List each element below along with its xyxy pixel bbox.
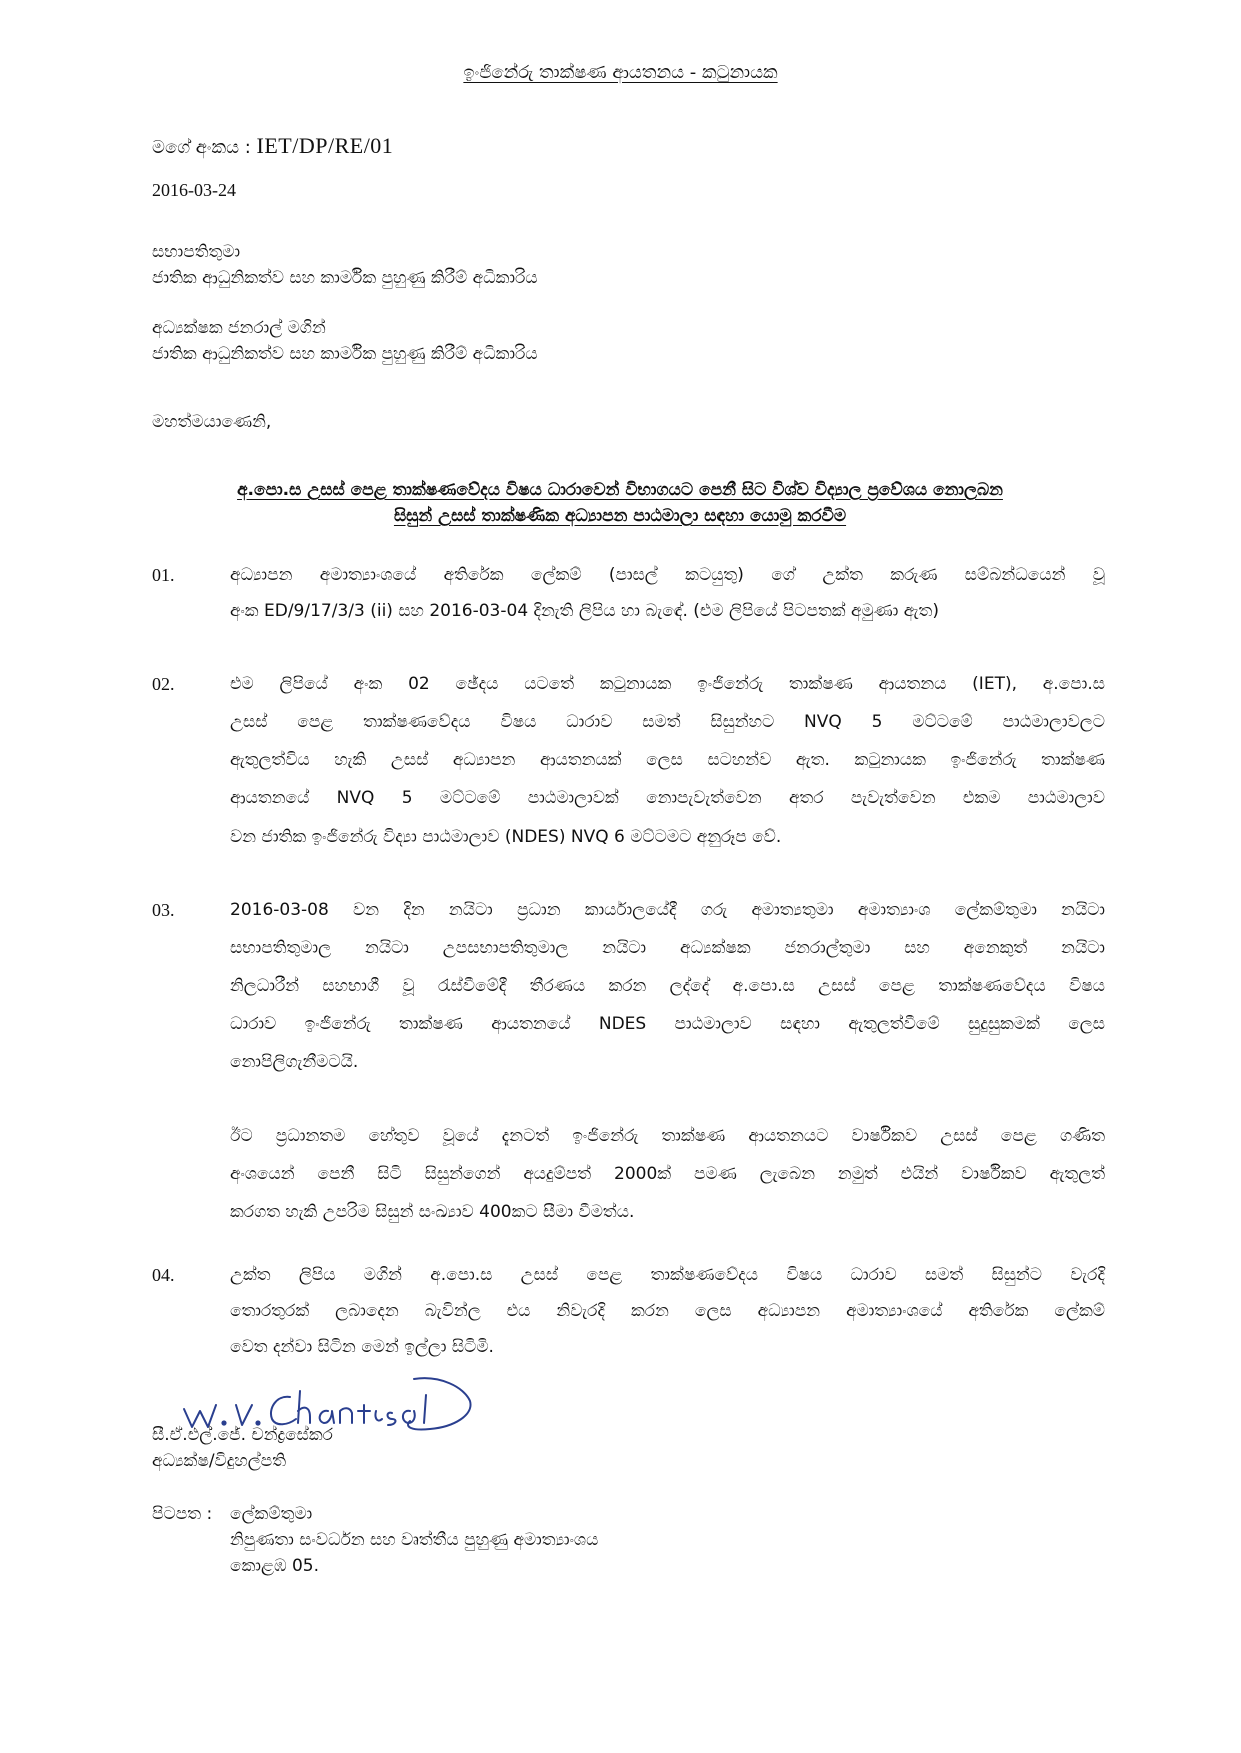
paragraph-line: අංශයෙන් පෙනී සිටි සිසුන්ගෙන් අයදුම්පත් 2000ක් පමණ ලැබෙන නමුත් එයින් වාර්ෂිකව ඇතුලත් bbox=[230, 1164, 1105, 1184]
letterhead-title: ඉංජිනේරු තාක්ෂණ ආයතනය - කටුනායක bbox=[463, 62, 778, 83]
paragraph-line: උක්ත ලිපිය මගින් අ.පො.ස උසස් පෙළ තාක්ෂණවේදය විෂය ධාරාව සමත් සිසුන්ට වැරදි bbox=[230, 1265, 1105, 1285]
copy-to-line-3: කොළඹ 05. bbox=[230, 1556, 319, 1576]
paragraph-line: තොරතුරක් ලබාදෙන බැවින්ල එය නිවැරදි කරන ලෙස අධ්‍යාපන අමාත්‍යාංශයේ අතිරේක ලේකම් bbox=[230, 1301, 1105, 1321]
signatory-title: අධ්‍යක්ෂ/විදුහල්පති bbox=[152, 1451, 286, 1471]
recipient-line-4: ජාතික ආධුනිකත්ව සහ කාර්මික පුහුණු කිරීම් අධිකාරිය bbox=[152, 344, 538, 364]
paragraph-line: අංක ED/9/17/3/3 (ii) සහ 2016-03-04 දිනැති ලිපිය හා බැඳේ. (එම ලිපියේ පිටපතක් අමුණා ඇත) bbox=[230, 601, 939, 621]
reference-label: මගේ අංකය : bbox=[152, 137, 251, 158]
copy-to-label: පිටපත : bbox=[152, 1504, 213, 1524]
paragraph-line: වන ජාතික ඉංජිනේරු විද්‍යා පාඨමාලාව (NDES) NVQ 6 මට්ටමට අනුරූප වේ. bbox=[230, 827, 782, 847]
paragraph-line: 2016-03-08 වන දින නයිටා ප්‍රධාන කාර්යාලයේදී ගරු අමාත්‍යතුමා අමාත්‍යාංශ ලේකම්තුමා නයිටා bbox=[230, 900, 1105, 920]
paragraph-line: නොපිලිගැනීමටයි. bbox=[230, 1052, 359, 1072]
reference-number bbox=[152, 133, 393, 159]
paragraph-number: 04. bbox=[152, 1265, 175, 1285]
recipient-line-2: ජාතික ආධුනිකත්ව සහ කාර්මික පුහුණු කිරීම් අධිකාරිය bbox=[152, 268, 538, 288]
paragraph-line: ආයතනයේ NVQ 5 මට්ටමේ පාඨමාලාවක් නොපැවැත්වෙන අතර පැවැත්වෙන එකම පාඨමාලාව bbox=[230, 788, 1105, 808]
copy-to-line-1: ලේකම්තුමා bbox=[230, 1504, 313, 1524]
paragraph-line: කරගත හැකි උපරිම සිසුන් සංඛ්‍යාව 400කට සීමා වීමත්ය. bbox=[230, 1202, 635, 1222]
subject-line-1: අ.පො.ස උසස් පෙළ තාක්ෂණවේදය විෂය ධාරාවෙන් විභාගයට පෙනී සිට විශ්ව විද්‍යාල ප්‍රවේශය නොලබන bbox=[237, 480, 1003, 500]
paragraph-line: නිලධාරීන් සහභාගී වූ රැස්වීමේදී තීරණය කරන ලද්දේ අ.පො.ස උසස් පෙළ තාක්ෂණවේදය විෂය bbox=[230, 976, 1105, 996]
paragraph-line: උසස් පෙළ තාක්ෂණවේදය විෂය ධාරාව සමත් සිසුන්හට NVQ 5 මට්ටමේ පාඨමාලාවලට bbox=[230, 712, 1105, 732]
paragraph-line: ධාරාව ඉංජිනේරු තාක්ෂණ ආයතනයේ NDES පාඨමාලාව සඳහා ඇතුලත්වීමේ සුදුසුකමක් ලෙස bbox=[230, 1014, 1105, 1034]
signatory-name: සී.ඒ.එල්.ජේ. චන්ද්‍රසේකර bbox=[152, 1425, 333, 1445]
recipient-line-1: සභාපතිතුමා bbox=[152, 242, 241, 262]
paragraph-line: ඇතුලත්විය හැකි උසස් අධ්‍යාපන ආයතනයක් ලෙස සටහන්ව ඇත. කටුනායක ඉංජිනේරු තාක්ෂණ bbox=[230, 750, 1105, 770]
paragraph-line: සභාපතිතුමාල නයිටා උපසභාපතිතුමාල නයිටා අධ්‍යක්ෂක ජනරාල්තුමා සහ අනෙකුත් නයිටා bbox=[230, 938, 1105, 958]
salutation: මහත්මයාණෙනි, bbox=[152, 412, 272, 432]
paragraph-line: අධ්‍යාපන අමාත්‍යාංශයේ අතිරේක ලේකම් (පාසල් කටයුතු) ගේ උක්ත කරුණ සම්බන්ධයෙන් වූ bbox=[230, 565, 1105, 585]
paragraph-line: එම ලිපියේ අංක 02 ඡේදය යටතේ කටුනායක ඉංජිනේරු තාක්ෂණ ආයතනය (IET), අ.පො.ස bbox=[230, 674, 1105, 694]
copy-to-line-2: නිපුණතා සංවර්ධන සහ වෘත්තීය පුහුණු අමාත්‍යාංශය bbox=[230, 1530, 599, 1550]
subject-line-2: සිසුන් උසස් තාක්ෂණික අධ්‍යාපන පාඨමාලා සඳහා යොමු කරවීම bbox=[393, 506, 847, 526]
paragraph-number: 02. bbox=[152, 674, 175, 694]
paragraph-number: 03. bbox=[152, 900, 175, 920]
paragraph-number: 01. bbox=[152, 565, 175, 585]
paragraph-line: ඊට ප්‍රධානතම හේතුව වූයේ දැනටත් ඉංජිනේරු තාක්ෂණ ආයතනයට වාර්ෂිකව උසස් පෙළ ගණිත bbox=[230, 1126, 1105, 1146]
reference-code: IET/DP/RE/01 bbox=[256, 133, 394, 158]
paragraph-line: වෙත දන්වා සිටින මෙන් ඉල්ලා සිටිමි. bbox=[230, 1337, 494, 1357]
recipient-line-3: අධ්‍යක්ෂක ජනරාල් මගින් bbox=[152, 318, 326, 338]
letter-date: 2016-03-24 bbox=[152, 180, 236, 200]
